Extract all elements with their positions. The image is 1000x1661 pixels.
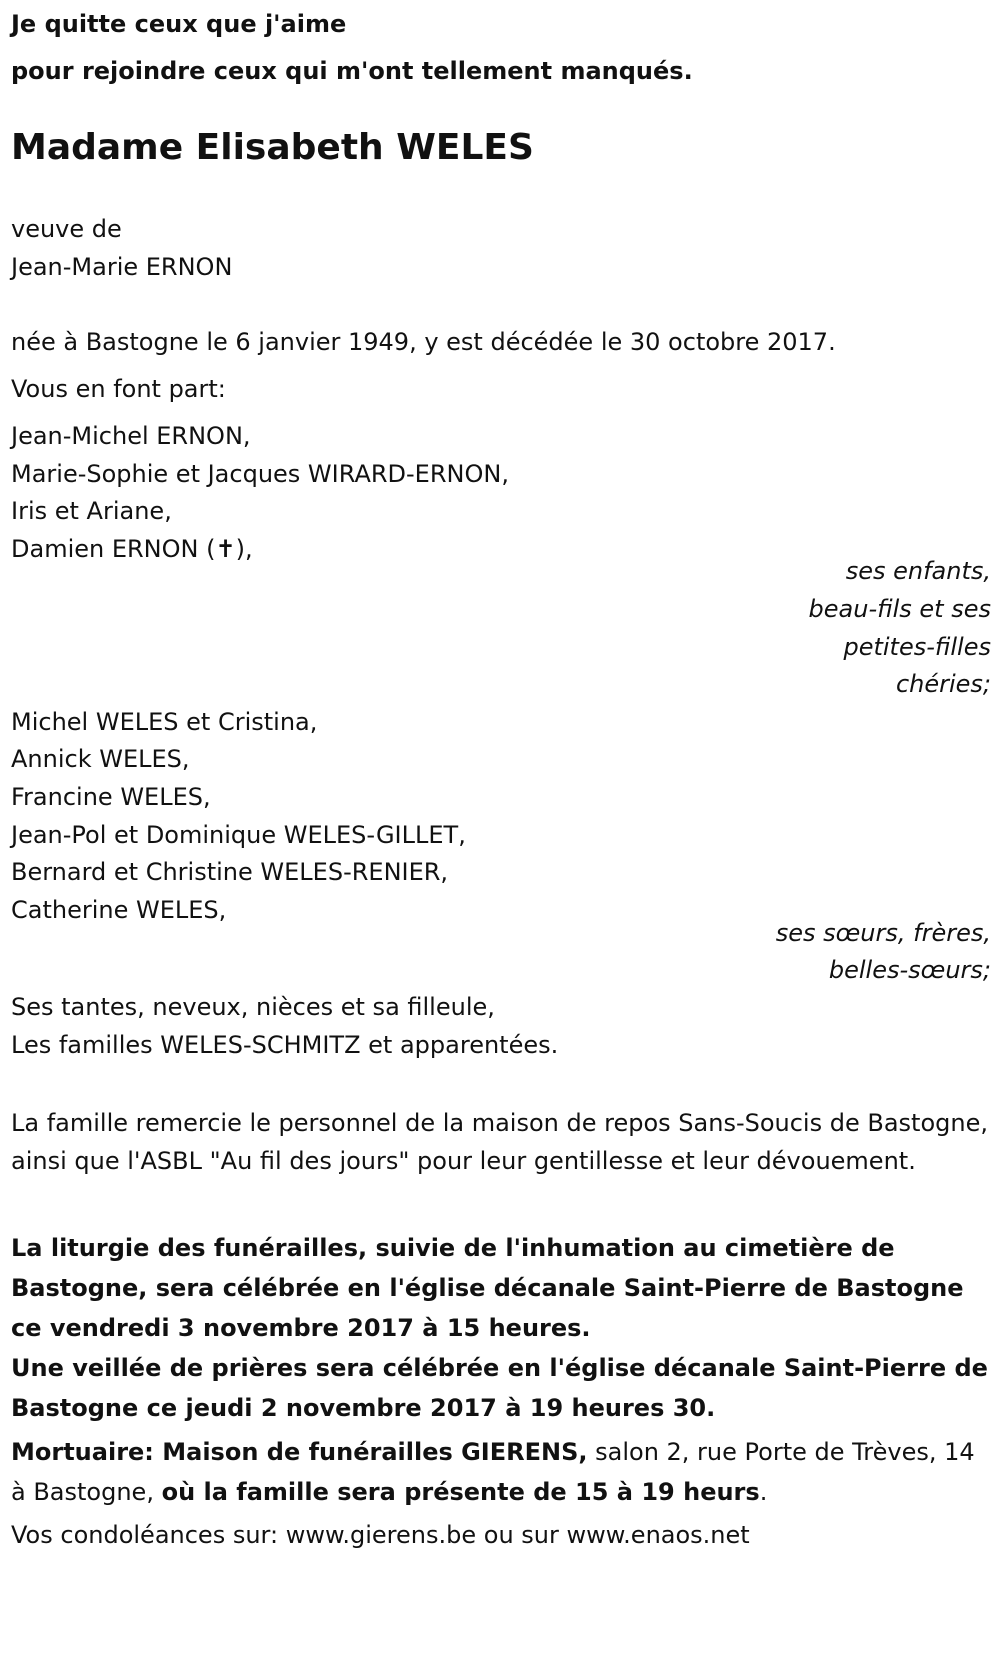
- sibling-name: Michel WELES et Cristina,: [11, 708, 318, 736]
- sibling-name: Jean-Pol et Dominique WELES-GILLET,: [11, 821, 466, 849]
- mortuary-label: Mortuaire: Maison de funérailles GIERENS,: [11, 1438, 588, 1466]
- announce-intro: Vous en font part:: [11, 375, 226, 403]
- epigraph-line-2: pour rejoindre ceux qui m'ont tellement manqués.: [11, 57, 693, 85]
- mortuary-end: .: [759, 1478, 768, 1506]
- extended-family-line: Ses tantes, neveux, nièces et sa filleule,: [11, 993, 495, 1021]
- child-name: Iris et Ariane,: [11, 497, 172, 525]
- child-name: Jean-Michel ERNON,: [11, 422, 251, 450]
- sibling-name: Annick WELES,: [11, 745, 190, 773]
- thanks-paragraph: La famille remercie le personnel de la maison de repos Sans-Soucis de Bastogne, ainsi que l'ASBL "Au fil des jours" pour leur gentillesse et leur dévouement.: [11, 1109, 988, 1175]
- epigraph-line-1: Je quitte ceux que j'aime: [11, 10, 347, 38]
- liturgy-paragraph: La liturgie des funérailles, suivie de l'inhumation au cimetière de Bastogne, sera célébrée en l'église décanale Saint-Pierre de Bastogne ce vendredi 3 novembre 2017 à 15 heures.: [11, 1234, 964, 1342]
- siblings-relation: belles-sœurs;: [828, 956, 991, 984]
- birth-death-line: née à Bastogne le 6 janvier 1949, y est décédée le 30 octobre 2017.: [11, 328, 836, 356]
- siblings-relation: ses sœurs, frères,: [775, 919, 991, 947]
- children-relation: petites-filles: [843, 633, 991, 661]
- child-name: Marie-Sophie et Jacques WIRARD-ERNON,: [11, 460, 509, 488]
- children-relation: beau-fils et ses: [808, 595, 991, 623]
- widow-of-name: Jean-Marie ERNON: [11, 253, 233, 281]
- widow-of-label: veuve de: [11, 215, 122, 243]
- deceased-name: Madame Elisabeth WELES: [11, 127, 534, 168]
- vigil-paragraph: Une veillée de prières sera célébrée en l'église décanale Saint-Pierre de Bastogne ce jeudi 2 novembre 2017 à 19 heures 30.: [11, 1354, 988, 1422]
- mortuary-paragraph: [11, 1432, 991, 1512]
- condolences-line: Vos condoléances sur: www.gierens.be ou sur www.enaos.net: [11, 1521, 750, 1549]
- sibling-name: Catherine WELES,: [11, 896, 227, 924]
- child-name: Damien ERNON (✝),: [11, 535, 253, 563]
- mortuary-presence: où la famille sera présente de 15 à 19 heurs: [161, 1478, 760, 1506]
- mortuary-address: salon 2, rue Porte de Trèves, 14 à Bastogne,: [11, 1438, 975, 1506]
- extended-family-line: Les familles WELES-SCHMITZ et apparentées.: [11, 1031, 559, 1059]
- children-relation: chéries;: [895, 670, 991, 698]
- sibling-name: Francine WELES,: [11, 783, 211, 811]
- children-relation: ses enfants,: [845, 557, 991, 585]
- sibling-name: Bernard et Christine WELES-RENIER,: [11, 858, 449, 886]
